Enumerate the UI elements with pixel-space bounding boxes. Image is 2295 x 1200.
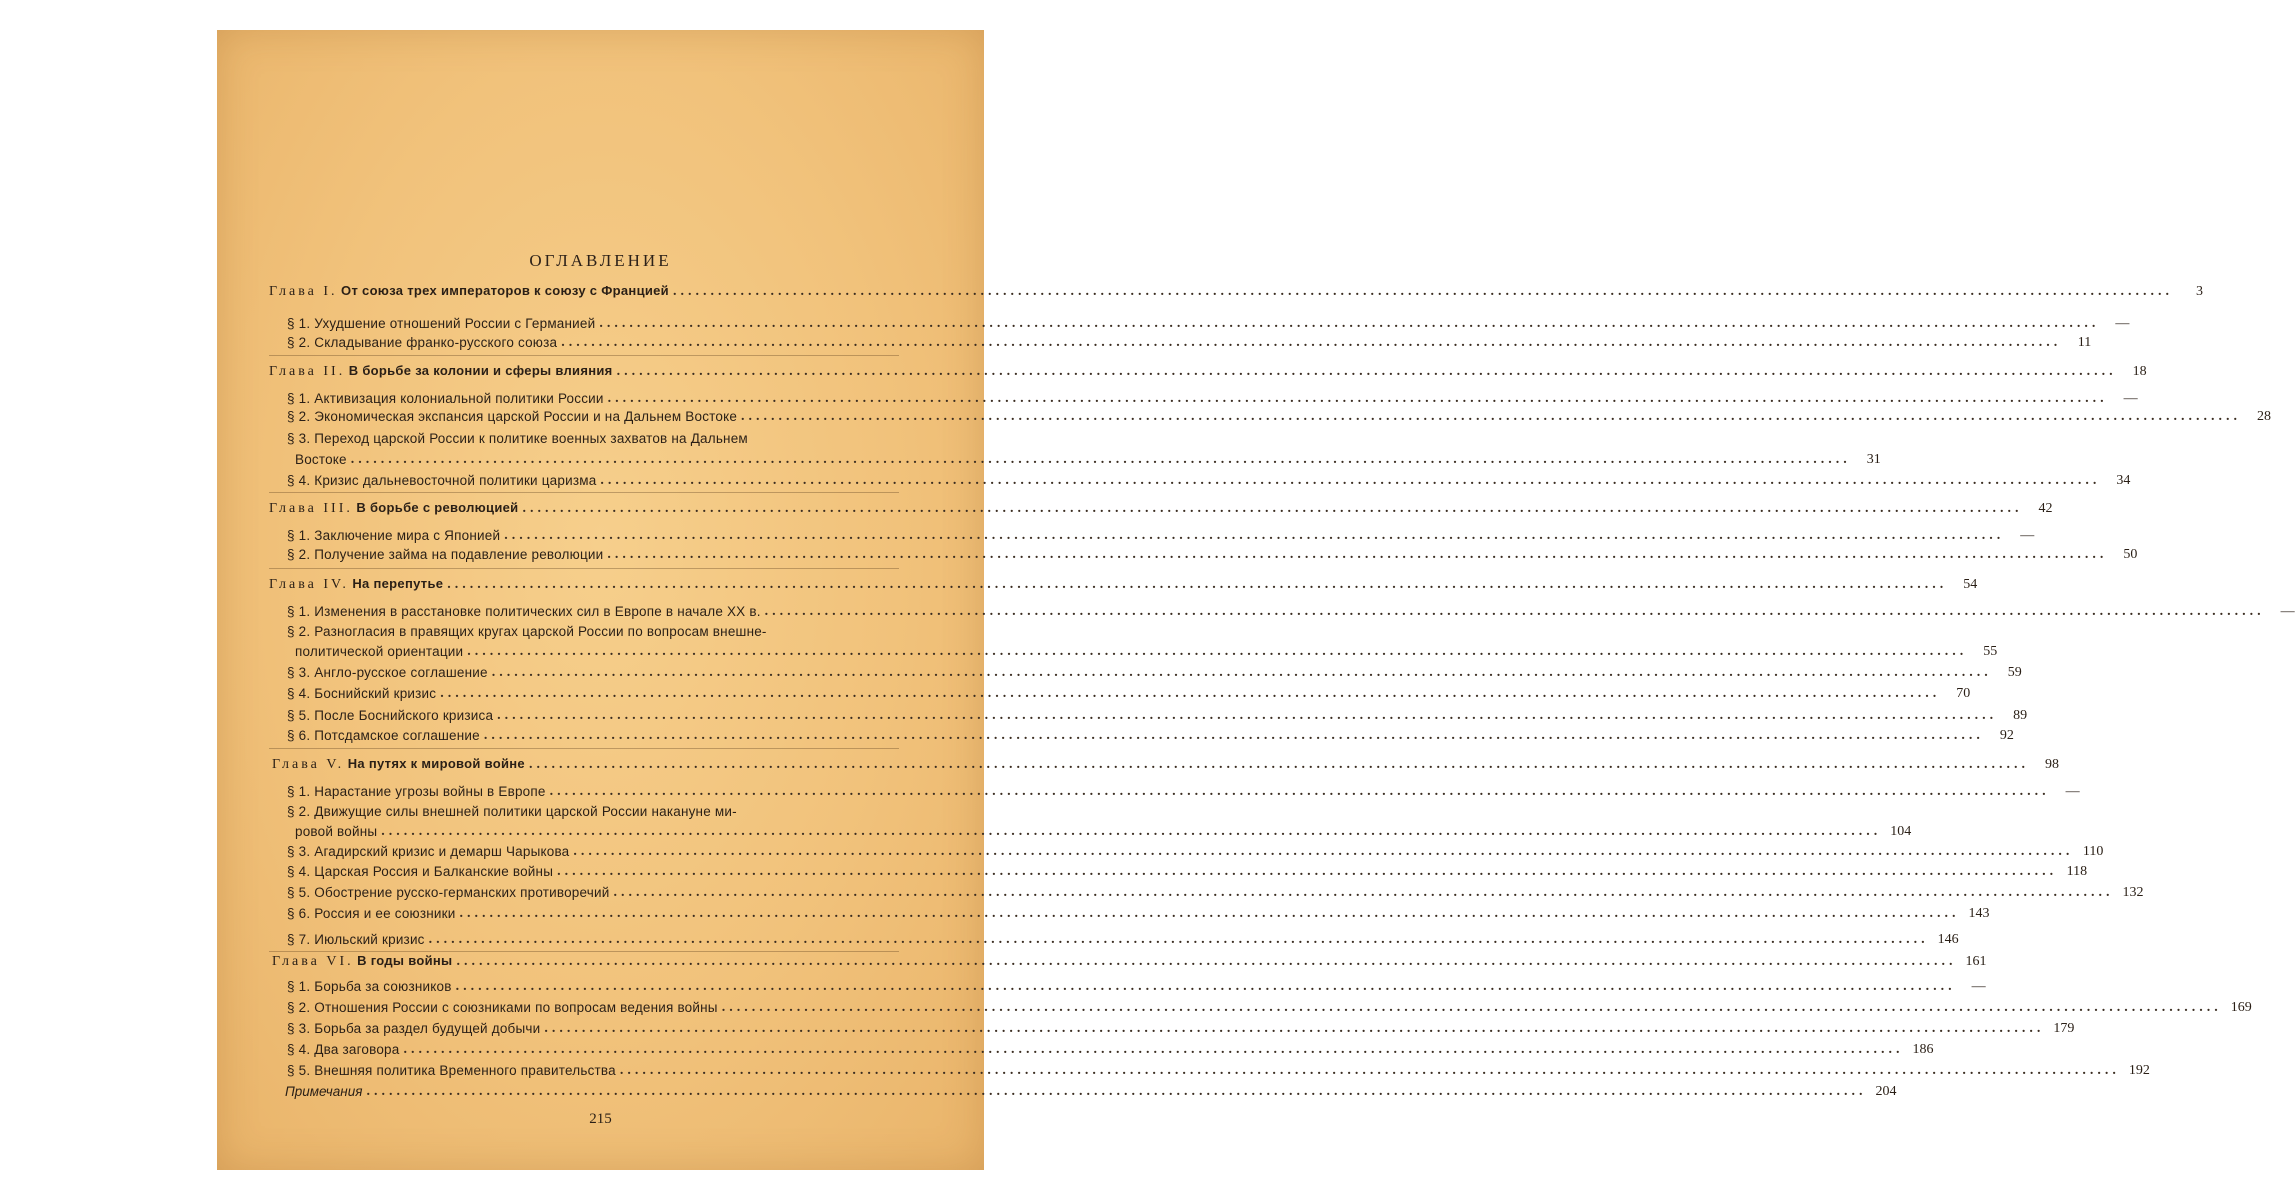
section-title: § 2. Разногласия в правящих кругах царской России по вопросам внешне- <box>287 624 767 639</box>
section-title: § 4. Царская Россия и Балканские войны <box>287 864 554 879</box>
toc-section <box>287 840 2104 860</box>
page-ref: 98 <box>2044 757 2059 772</box>
dot-leader: ........................................................................................................................................................................................................ <box>741 409 2242 424</box>
page-ref: 143 <box>1968 906 1990 921</box>
section-title: § 1. Изменения в расстановке политических сил в Европе в начале XX в. <box>287 604 761 619</box>
section-title: § 5. Внешняя политика Временного правительства <box>287 1063 616 1078</box>
toc-section-continuation <box>287 820 1912 840</box>
dot-leader: ........................................................................................................................................................................................................ <box>456 954 1957 969</box>
chapter-label: Глава II. <box>269 364 346 379</box>
dot-leader: ........................................................................................................................................................................................................ <box>599 316 2100 331</box>
page-ref: 70 <box>1956 686 1971 701</box>
toc-section <box>287 600 2295 620</box>
toc-section <box>287 928 1959 948</box>
section-title: § 2. Движущие силы внешней политики царской России накануне ми- <box>287 804 737 819</box>
page-ref: 161 <box>1965 954 1987 969</box>
page-ref: 3 <box>2195 284 2203 299</box>
section-title: § 4. Боснийский кризис <box>287 686 437 701</box>
section-title: § 3. Борьба за раздел будущей добычи <box>287 1021 541 1036</box>
dot-leader: ........................................................................................................................................................................................................ <box>491 665 1992 680</box>
page-ref: 192 <box>2128 1063 2150 1078</box>
toc-section <box>287 331 2092 351</box>
page-ref: 18 <box>2132 364 2147 379</box>
toc-section <box>287 1038 1934 1058</box>
page-ref: 28 <box>2257 409 2272 424</box>
divider <box>269 748 899 749</box>
page-ref: 55 <box>1983 644 1998 659</box>
dot-leader: ........................................................................................................................................................................................................ <box>497 708 1998 723</box>
dot-leader: ........................................................................................................................................................................................................ <box>350 452 1851 467</box>
section-title: § 2. Экономическая экспансия царской России и на Дальнем Востоке <box>287 409 738 424</box>
page-title: ОГЛАВЛЕНИЕ <box>529 251 672 270</box>
page-ref: 169 <box>2230 1000 2252 1015</box>
toc-notes <box>285 1080 1897 1100</box>
chapter-title: В борьбе за колонии и сферы влияния <box>348 363 613 378</box>
page-number: 215 <box>589 1111 612 1127</box>
toc-chapter-1 <box>269 280 2203 300</box>
toc-section <box>287 881 2144 901</box>
section-title: § 2. Складывание франко-русского союза <box>287 335 558 350</box>
section-title: § 4. Кризис дальневосточной политики царизма <box>287 473 597 488</box>
dot-leader: ........................................................................................................................................................................................................ <box>467 644 1968 659</box>
toc-section <box>287 800 899 820</box>
page-ref: 42 <box>2038 501 2053 516</box>
section-title: § 1. Заключение мира с Японией <box>287 528 501 543</box>
dot-leader: ........................................................................................................................................................................................................ <box>455 979 1956 994</box>
dot-leader: ........................................................................................................................................................................................................ <box>504 528 2005 543</box>
dot-leader: ........................................................................................................................................................................................................ <box>403 1042 1904 1057</box>
section-title: § 3. Англо-русское соглашение <box>287 665 488 680</box>
page-ref: 186 <box>1912 1042 1934 1057</box>
toc-chapter-6 <box>272 950 1987 970</box>
dot-leader: ........................................................................................................................................................................................................ <box>522 501 2023 516</box>
dot-leader: ........................................................................................................................................................................................................ <box>573 844 2074 859</box>
toc-section <box>287 661 2022 681</box>
toc-section <box>287 902 1990 922</box>
chapter-label: Глава III. <box>269 501 353 516</box>
notes-title: Примечания <box>285 1084 363 1099</box>
toc-section <box>287 724 2014 744</box>
dot-leader: ........................................................................................................................................................................................................ <box>528 757 2029 772</box>
page-ref: 11 <box>2077 335 2092 350</box>
toc-section <box>287 469 2131 489</box>
section-title: § 1. Борьба за союзников <box>287 979 452 994</box>
dot-leader: ........................................................................................................................................................................................................ <box>600 473 2101 488</box>
page-ref: — <box>2280 604 2295 619</box>
book-page <box>217 30 2295 1170</box>
section-title: § 1. Нарастание угрозы войны в Европе <box>287 784 546 799</box>
toc-chapter-5 <box>272 753 2059 773</box>
toc-section <box>287 312 2130 332</box>
section-title: § 2. Получение займа на подавление революции <box>287 547 604 562</box>
chapter-label: Глава I. <box>269 284 338 299</box>
dot-leader: ........................................................................................................................................................................................................ <box>428 932 1929 947</box>
toc-section <box>287 405 2272 425</box>
page-ref: 146 <box>1937 932 1959 947</box>
section-title: § 1. Активизация колониальной политики России <box>287 391 604 406</box>
dot-leader: ........................................................................................................................................................................................................ <box>607 391 2108 406</box>
page-ref: 31 <box>1866 452 1881 467</box>
chapter-title: В годы войны <box>357 953 453 968</box>
dot-leader: ........................................................................................................................................................................................................ <box>672 284 2173 299</box>
page-ref: 89 <box>2013 708 2028 723</box>
chapter-title: На путях к мировой войне <box>347 756 525 771</box>
section-title-continuation: Востоке <box>295 452 347 467</box>
toc-chapter-3 <box>269 497 2053 517</box>
dot-leader: ........................................................................................................................................................................................................ <box>459 906 1960 921</box>
toc-section <box>287 620 899 640</box>
dot-leader: ........................................................................................................................................................................................................ <box>613 885 2114 900</box>
toc-section <box>287 524 2035 544</box>
dot-leader: ........................................................................................................................................................................................................ <box>440 686 1941 701</box>
toc-section <box>287 996 2252 1016</box>
chapter-label: Глава V. <box>272 757 345 772</box>
divider <box>269 568 899 569</box>
page-ref: 132 <box>2122 885 2144 900</box>
dot-leader: ........................................................................................................................................................................................................ <box>483 728 1984 743</box>
page-ref: — <box>2020 528 2035 543</box>
divider <box>269 492 899 493</box>
section-title: § 5. После Боснийского кризиса <box>287 708 494 723</box>
table-of-contents <box>217 30 2295 1170</box>
chapter-label: Глава IV. <box>269 577 349 592</box>
page-ref: 92 <box>1999 728 2014 743</box>
section-title-continuation: ровой войны <box>295 824 378 839</box>
section-title: § 3. Переход царской России к политике военных захватов на Дальнем <box>287 431 748 446</box>
toc-section <box>287 1017 2075 1037</box>
page-ref: 104 <box>1890 824 1912 839</box>
toc-section <box>287 860 2088 880</box>
chapter-title: В борьбе с революцией <box>356 500 519 515</box>
section-title: § 2. Отношения России с союзниками по вопросам ведения войны <box>287 1000 718 1015</box>
dot-leader: ........................................................................................................................................................................................................ <box>544 1021 2045 1036</box>
section-title: § 7. Июльский кризис <box>287 932 425 947</box>
section-title: § 6. Россия и ее союзники <box>287 906 456 921</box>
page-ref: 54 <box>1963 577 1978 592</box>
dot-leader: ........................................................................................................................................................................................................ <box>607 547 2108 562</box>
section-title-continuation: политической ориентации <box>295 644 464 659</box>
toc-section <box>287 1059 2150 1079</box>
section-title: § 3. Агадирский кризис и демарш Чарыкова <box>287 844 570 859</box>
dot-leader: ........................................................................................................................................................................................................ <box>616 364 2117 379</box>
dot-leader: ........................................................................................................................................................................................................ <box>561 335 2062 350</box>
dot-leader: ........................................................................................................................................................................................................ <box>447 577 1948 592</box>
dot-leader: ........................................................................................................................................................................................................ <box>381 824 1882 839</box>
page-ref: 179 <box>2053 1021 2075 1036</box>
chapter-title: На перепутье <box>352 576 444 591</box>
page-ref: — <box>2065 784 2080 799</box>
toc-section <box>287 387 2138 407</box>
page-ref: — <box>1971 979 1986 994</box>
section-title: § 5. Обострение русско-германских противоречий <box>287 885 610 900</box>
toc-section <box>287 682 1971 702</box>
toc-section <box>287 780 2080 800</box>
page-ref: 50 <box>2123 547 2138 562</box>
page-ref: 118 <box>2066 864 2088 879</box>
toc-section <box>287 704 2028 724</box>
toc-section <box>287 543 2138 563</box>
section-title: § 1. Ухудшение отношений России с Германией <box>287 316 596 331</box>
dot-leader: ........................................................................................................................................................................................................ <box>764 604 2265 619</box>
toc-section <box>287 427 899 447</box>
page-ref: 204 <box>1875 1084 1897 1099</box>
page-ref: — <box>2115 316 2130 331</box>
dot-leader: ........................................................................................................................................................................................................ <box>549 784 2050 799</box>
toc-chapter-4 <box>269 573 1978 593</box>
page-ref: — <box>2123 391 2138 406</box>
page-ref: 59 <box>2007 665 2022 680</box>
toc-section-continuation <box>287 640 1998 660</box>
page-ref: 110 <box>2082 844 2104 859</box>
chapter-label: Глава VI. <box>272 954 354 969</box>
chapter-title: От союза трех императоров к союзу с Францией <box>341 283 669 298</box>
toc-chapter-2 <box>269 360 2147 380</box>
section-title: § 6. Потсдамское соглашение <box>287 728 480 743</box>
toc-section <box>287 975 1986 995</box>
page-ref: 34 <box>2116 473 2131 488</box>
divider <box>269 355 899 356</box>
toc-section-continuation <box>287 448 1881 468</box>
dot-leader: ........................................................................................................................................................................................................ <box>721 1000 2222 1015</box>
dot-leader: ........................................................................................................................................................................................................ <box>557 864 2058 879</box>
section-title: § 4. Два заговора <box>287 1042 400 1057</box>
dot-leader: ........................................................................................................................................................................................................ <box>619 1063 2120 1078</box>
dot-leader: ........................................................................................................................................................................................................ <box>366 1084 1867 1099</box>
